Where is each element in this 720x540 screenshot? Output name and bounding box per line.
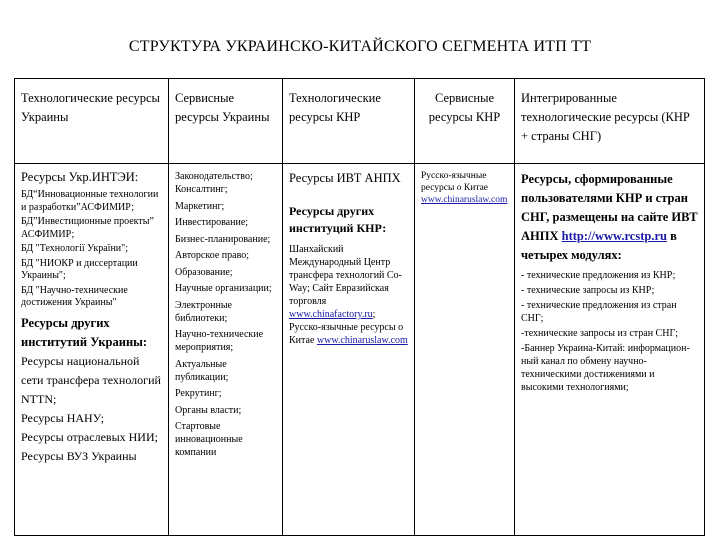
chinafactory-link[interactable]: www.chinafactory.ru bbox=[289, 309, 373, 320]
list-item: Научные организации; bbox=[175, 283, 272, 294]
list-item: Органы власти; bbox=[175, 404, 242, 416]
ukraine-tech-cell bbox=[15, 164, 169, 536]
integrated-cell bbox=[515, 164, 705, 536]
list-item: Образование; bbox=[175, 266, 233, 278]
structure-table bbox=[14, 78, 705, 536]
list-item: - технические предложения из КНР; bbox=[521, 270, 676, 281]
institutions-text: Шанхайский Международный Центр трансфера технологий Co-Way; Сайт Евразийская торговля bbox=[289, 244, 402, 307]
header-text: Сервисные ресурсы Украины bbox=[175, 91, 270, 124]
list-item: БД "Научно-технические достижения Украины" bbox=[21, 284, 128, 308]
list-item: Ресурсы ВУЗ Украины bbox=[21, 448, 137, 463]
header-text: Сервисные ресурсы КНР bbox=[428, 91, 501, 124]
header-row bbox=[15, 79, 705, 164]
header-text: Интегрированные технологические ресурсы (КНР + страны СНГ) bbox=[521, 91, 690, 143]
china-institutions-heading: Ресурсы других институций КНР: bbox=[289, 204, 387, 235]
chinaruslaw-link[interactable]: www.chinaruslaw.com bbox=[316, 335, 408, 346]
header-china-service bbox=[415, 79, 515, 164]
integrated-heading bbox=[521, 170, 698, 265]
ivt-anph-heading: Ресурсы ИВТ АНПХ bbox=[289, 171, 401, 185]
list-item: -технические запросы из стран СНГ; bbox=[521, 328, 679, 339]
page-title: СТРУКТУРА УКРАИНСКО-КИТАЙСКОГО СЕГМЕНТА ИТП ТТ bbox=[128, 38, 592, 55]
list-item: БД "НИОКР и диссертации Украины"; bbox=[21, 257, 138, 281]
china-service-cell bbox=[415, 164, 515, 536]
ukraine-service-cell bbox=[169, 164, 283, 536]
list-item: БД“Инновационные технологии и разработки”АСФИМИР; bbox=[21, 189, 159, 213]
list-item: Рекрутинг; bbox=[175, 388, 222, 399]
ukrintei-heading: Ресурсы Укр.ИНТЭИ: bbox=[21, 170, 139, 184]
list-item: Бизнес-планирование; bbox=[175, 233, 271, 245]
list-item: Ресурсы национальной сети трансфера технологий NTTN; bbox=[21, 353, 161, 406]
header-integrated bbox=[515, 79, 705, 164]
china-institutions-text bbox=[289, 243, 408, 347]
ru-resources-text: ; Русско-язычные ресурсы о Китае bbox=[289, 309, 404, 346]
list-item: Инвестирование; bbox=[175, 217, 249, 228]
header-text: Технологические ресурсы Украины bbox=[21, 91, 160, 124]
header-text: Технологические ресурсы КНР bbox=[289, 91, 381, 124]
list-item: Ресурсы отраслевых НИИ; bbox=[21, 429, 158, 444]
list-item: Маркетинг; bbox=[175, 200, 225, 212]
list-item: Ресурсы НАНУ; bbox=[21, 410, 105, 425]
other-institutions-heading: Ресурсы других институтий Украины: bbox=[21, 315, 148, 349]
integrated-heading-text: Ресурсы, сформированные пользователями КНР и стран СНГ, размещены на сайте ИВТ АНПХ bbox=[521, 172, 698, 243]
list-item: БД”Инвестиционные проекты” АСФИМИР; bbox=[21, 216, 154, 240]
modules-text: в четырех модулях: bbox=[521, 229, 677, 262]
list-item: -Баннер Украина-Китай: информацион-ный канал по обмену научно-техническими достижениями и высокими технологиями; bbox=[521, 343, 690, 393]
list-item: БД "Технології України"; bbox=[21, 243, 129, 254]
header-china-tech bbox=[283, 79, 415, 164]
rcstp-link[interactable]: http://www.rcstp.ru bbox=[561, 229, 667, 243]
header-ukraine-service bbox=[169, 79, 283, 164]
list-item: Актуальные публикации; bbox=[175, 358, 229, 383]
list-item: - технические запросы из КНР; bbox=[521, 285, 655, 296]
list-item: Законодательство; Консалтинг; bbox=[175, 171, 253, 195]
list-item: - технические предложения из стран СНГ; bbox=[521, 300, 677, 324]
ru-resources-text: Русско-язычные ресурсы о Китае bbox=[421, 171, 489, 193]
chinaruslaw-link[interactable]: www.chinaruslaw.com bbox=[421, 195, 508, 205]
list-item: Стартовые инновационные компании bbox=[175, 421, 243, 458]
content-row bbox=[15, 164, 705, 536]
list-item: Электронные библиотеки; bbox=[175, 299, 232, 324]
china-tech-cell bbox=[283, 164, 415, 536]
modules-list bbox=[521, 269, 698, 394]
list-item: Авторское право; bbox=[175, 250, 250, 261]
header-ukraine-tech bbox=[15, 79, 169, 164]
list-item: Научно-технические мероприятия; bbox=[175, 329, 264, 353]
